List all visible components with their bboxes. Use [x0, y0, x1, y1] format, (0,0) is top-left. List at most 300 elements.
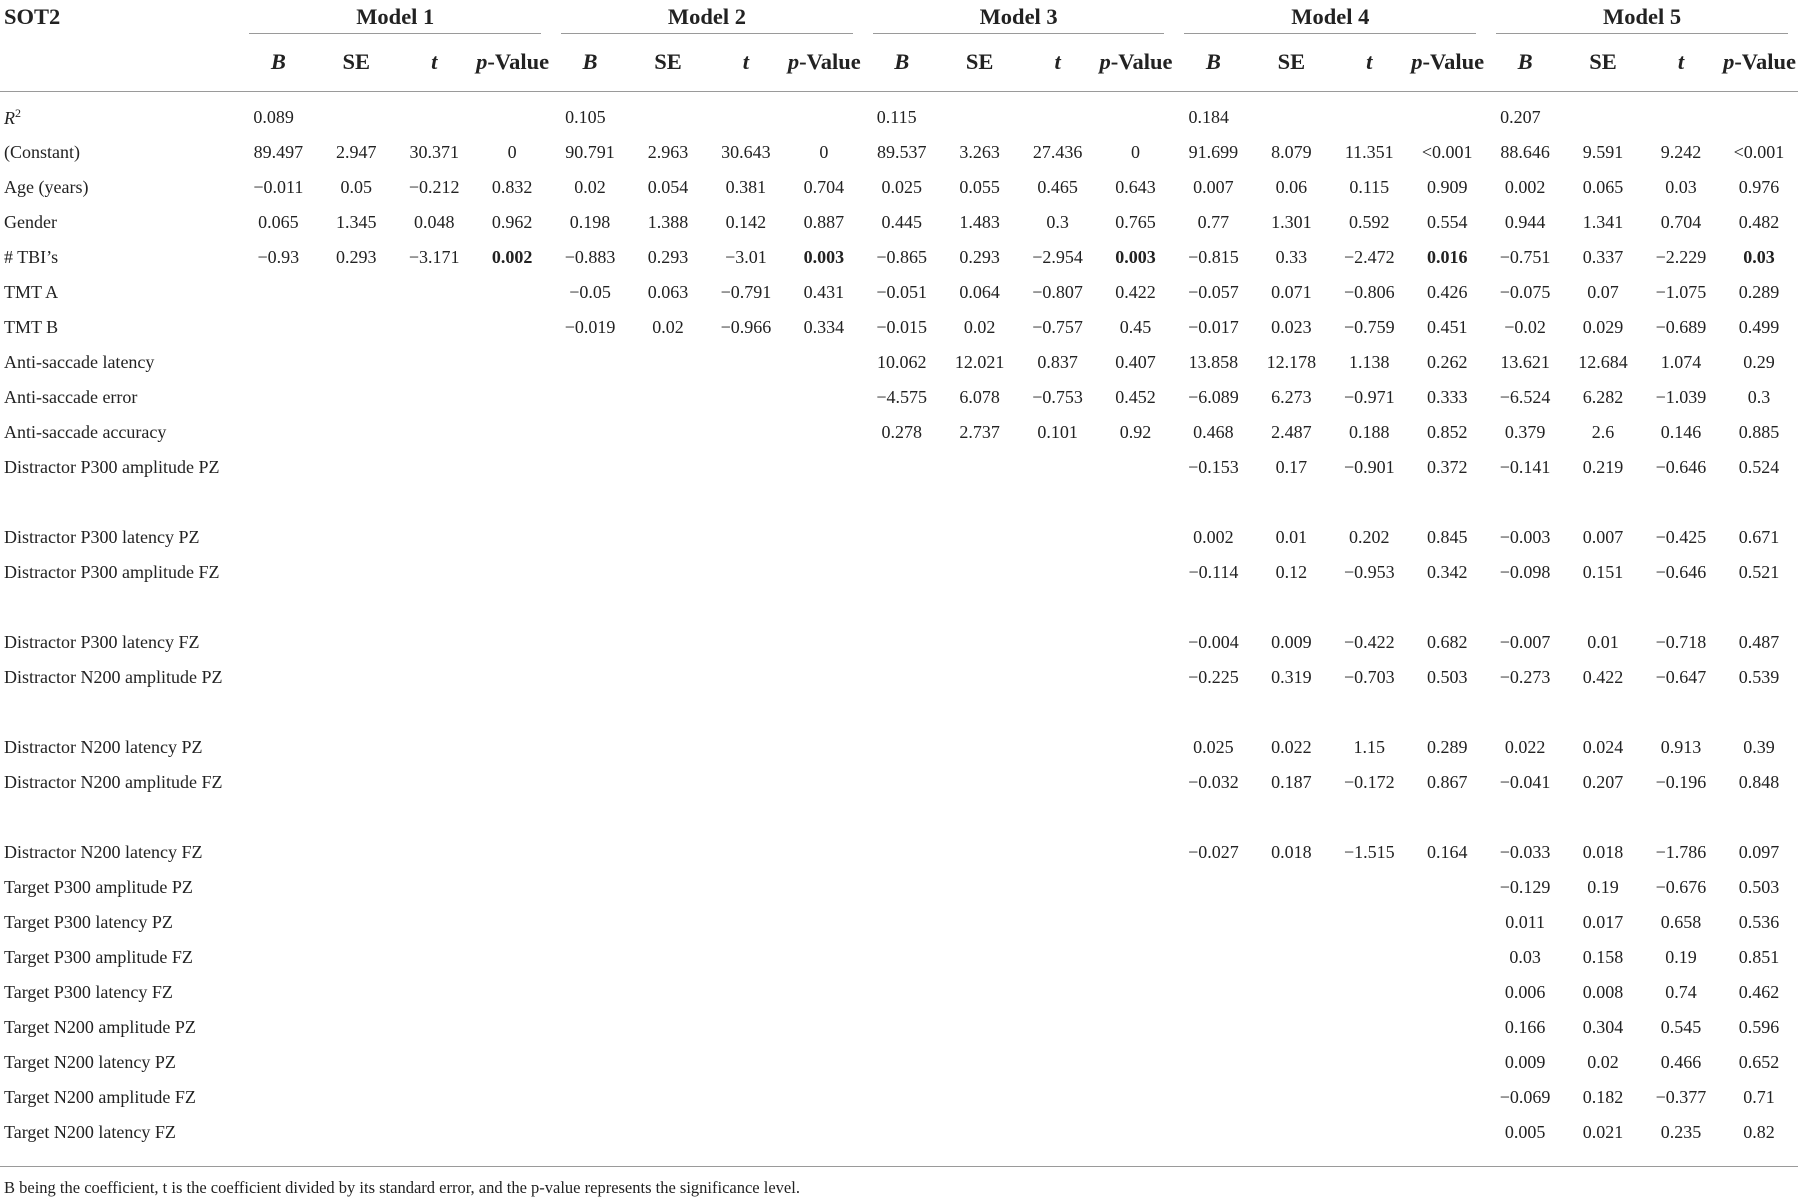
table-cell — [1019, 940, 1097, 975]
table-cell: −0.129 — [1499, 877, 1551, 897]
table-cell: −1.786 — [1655, 842, 1707, 862]
table-cell — [941, 1080, 1019, 1115]
table-cell — [473, 905, 551, 940]
table-cell — [473, 100, 551, 135]
table-cell: −0.007 — [1499, 632, 1551, 652]
table-cell — [1330, 100, 1408, 135]
table-cell — [707, 100, 785, 135]
row-label: Target P300 latency PZ — [4, 912, 173, 932]
table-cell: 0.704 — [803, 177, 845, 197]
table-cell: −0.971 — [1343, 387, 1395, 407]
table-cell: 0.913 — [1660, 737, 1702, 757]
table-cell: 11.351 — [1344, 142, 1394, 162]
table-cell — [1097, 625, 1175, 660]
table-cell — [629, 520, 707, 555]
table-cell — [395, 450, 473, 520]
table-cell — [1097, 975, 1175, 1010]
table-cell: 89.537 — [876, 142, 927, 162]
table-cell: 0.065 — [1582, 177, 1624, 197]
table-cell — [395, 1080, 473, 1115]
table-cell: 0.465 — [1037, 177, 1078, 197]
table-cell — [317, 450, 395, 520]
table-cell — [551, 1010, 629, 1045]
table-cell — [1330, 870, 1408, 905]
table-cell: 0.025 — [881, 177, 922, 197]
table-cell: 0.431 — [803, 282, 845, 302]
table-cell — [1408, 975, 1486, 1010]
table-row — [0, 905, 1798, 940]
table-cell — [941, 1010, 1019, 1045]
subheader-p-value — [1720, 33, 1798, 92]
table-cell — [1097, 555, 1175, 625]
table-cell: 0.33 — [1275, 247, 1308, 267]
table-cell: 6.282 — [1582, 387, 1624, 407]
table-cell: 0.845 — [1426, 527, 1468, 547]
table-cell — [551, 835, 629, 870]
table-cell: 10.062 — [876, 352, 927, 372]
table-row — [0, 1045, 1798, 1080]
table-cell — [473, 975, 551, 1010]
row-label: Target N200 amplitude PZ — [4, 1017, 196, 1037]
table-cell: 0.867 — [1426, 772, 1468, 792]
table-cell: −0.966 — [720, 317, 772, 337]
table-cell: 0.289 — [1738, 282, 1780, 302]
table-cell: 0.016 — [1426, 247, 1468, 267]
table-cell: 0.202 — [1349, 527, 1390, 547]
table-cell: 0.445 — [881, 212, 922, 232]
row-label: Anti-saccade accuracy — [4, 422, 167, 442]
table-cell — [785, 100, 863, 135]
table-cell: 0.025 — [1193, 737, 1234, 757]
table-cell — [395, 940, 473, 975]
table-cell — [239, 345, 317, 380]
table-cell: 12.684 — [1578, 352, 1628, 372]
table-cell — [473, 275, 551, 310]
table-cell — [1097, 835, 1175, 870]
table-cell: 0.422 — [1115, 282, 1156, 302]
table-cell — [707, 660, 785, 730]
table-cell — [941, 520, 1019, 555]
table-cell: 0.334 — [803, 317, 845, 337]
table-cell — [941, 940, 1019, 975]
table-cell: −0.791 — [720, 282, 772, 302]
table-cell — [629, 1115, 707, 1150]
table-row — [0, 205, 1798, 240]
table-cell — [395, 1115, 473, 1150]
table-cell — [1174, 1010, 1252, 1045]
table-cell — [239, 940, 317, 975]
r-squared-symbol: R — [4, 108, 15, 128]
table-cell: 1.483 — [959, 212, 1000, 232]
table-cell — [785, 450, 863, 520]
row-label: (Constant) — [4, 142, 80, 162]
table-cell: 0.832 — [491, 177, 533, 197]
table-cell: 0.372 — [1426, 457, 1468, 477]
table-cell — [1097, 940, 1175, 975]
table-cell: 30.643 — [721, 142, 771, 162]
table-cell: 0.289 — [1426, 737, 1468, 757]
table-cell — [785, 345, 863, 380]
table-cell: 0 — [819, 142, 829, 162]
table-cell — [317, 310, 395, 345]
table-cell: −0.114 — [1188, 562, 1239, 582]
table-row — [0, 835, 1798, 870]
table-cell: −0.676 — [1655, 877, 1707, 897]
table-cell — [941, 905, 1019, 940]
table-cell: −0.815 — [1188, 247, 1239, 267]
table-cell: −1.075 — [1655, 282, 1707, 302]
table-cell: −0.153 — [1188, 457, 1239, 477]
table-cell — [239, 275, 317, 310]
table-cell: 0.184 — [1188, 107, 1229, 127]
table-cell — [239, 1045, 317, 1080]
table-cell — [551, 870, 629, 905]
table-cell — [551, 625, 629, 660]
table-cell — [707, 975, 785, 1010]
table-cell: 0.39 — [1743, 737, 1775, 757]
table-cell: 0.482 — [1738, 212, 1780, 232]
table-cell: 0.063 — [647, 282, 689, 302]
table-cell: 0.03 — [1743, 247, 1775, 267]
table-cell — [707, 625, 785, 660]
table-cell — [1019, 975, 1097, 1010]
table-cell: 0.12 — [1275, 562, 1308, 582]
table-cell: 0.048 — [413, 212, 455, 232]
table-cell: −0.646 — [1655, 457, 1707, 477]
subheader-blank — [0, 33, 239, 92]
table-cell: 0.499 — [1738, 317, 1780, 337]
table-cell: <0.001 — [1421, 142, 1473, 162]
table-cell: 0.337 — [1582, 247, 1624, 267]
table-cell — [473, 1080, 551, 1115]
table-cell — [317, 765, 395, 835]
table-cell — [707, 380, 785, 415]
table-cell — [317, 415, 395, 450]
table-cell: 0.521 — [1738, 562, 1780, 582]
table-cell: 0.422 — [1582, 667, 1624, 687]
model-header: Model 2 — [551, 0, 863, 33]
table-cell — [629, 975, 707, 1010]
table-cell: 91.699 — [1188, 142, 1239, 162]
table-row — [0, 345, 1798, 380]
row-label: Target P300 latency FZ — [4, 982, 173, 1002]
table-cell: −0.703 — [1343, 667, 1395, 687]
table-cell — [629, 100, 707, 135]
table-cell: 0.02 — [652, 317, 684, 337]
table-cell — [863, 1080, 941, 1115]
table-row — [0, 520, 1798, 555]
table-cell: 88.646 — [1500, 142, 1550, 162]
table-row — [0, 415, 1798, 450]
table-cell: 0.3 — [1046, 212, 1069, 232]
table-cell: 0.158 — [1582, 947, 1624, 967]
table-cell — [551, 905, 629, 940]
table-cell — [1174, 940, 1252, 975]
table-cell — [473, 1115, 551, 1150]
table-row — [0, 625, 1798, 660]
table-cell: 0.03 — [1509, 947, 1541, 967]
table-cell: 0.29 — [1743, 352, 1775, 372]
table-cell — [1019, 1080, 1097, 1115]
table-cell — [863, 625, 941, 660]
table-cell — [1408, 940, 1486, 975]
table-cell — [317, 1080, 395, 1115]
table-cell — [1019, 1045, 1097, 1080]
table-cell: −0.646 — [1655, 562, 1707, 582]
table-cell: 0.002 — [1193, 527, 1234, 547]
table-cell: 0.235 — [1660, 1122, 1702, 1142]
subheader-p-value — [785, 33, 863, 92]
subheader-b: B — [582, 49, 598, 74]
table-cell — [707, 345, 785, 380]
table-cell: −0.753 — [1032, 387, 1083, 407]
table-cell: 0.007 — [1582, 527, 1624, 547]
table-cell: −6.089 — [1188, 387, 1239, 407]
table-cell: 0.207 — [1500, 107, 1541, 127]
table-cell: 0.018 — [1582, 842, 1624, 862]
table-cell — [785, 1080, 863, 1115]
subheader-p-suffix: -Value — [799, 49, 861, 74]
table-cell — [395, 905, 473, 940]
table-cell: 0.545 — [1660, 1017, 1702, 1037]
table-row — [0, 730, 1798, 765]
table-cell — [941, 100, 1019, 135]
table-cell — [239, 1010, 317, 1045]
table-cell: −0.011 — [253, 177, 304, 197]
table-cell: 0.451 — [1426, 317, 1468, 337]
table-cell — [1330, 1010, 1408, 1045]
table-cell — [1097, 1010, 1175, 1045]
table-cell: −3.01 — [725, 247, 767, 267]
subheader-row — [0, 33, 1798, 92]
table-cell: 0.17 — [1275, 457, 1308, 477]
table-cell: −6.524 — [1499, 387, 1551, 407]
subheader-p-prefix: p — [787, 49, 800, 74]
table-cell — [239, 450, 317, 520]
table-cell: 0.002 — [491, 247, 533, 267]
table-cell: 9.242 — [1660, 142, 1702, 162]
table-cell — [473, 520, 551, 555]
table-cell — [473, 415, 551, 450]
table-cell: −1.515 — [1343, 842, 1395, 862]
table-cell — [629, 450, 707, 520]
subheader-se: SE — [342, 49, 371, 74]
table-cell: 0.005 — [1504, 1122, 1546, 1142]
table-cell — [863, 555, 941, 625]
row-label: Distractor N200 latency FZ — [4, 842, 203, 862]
table-cell: 0.765 — [1115, 212, 1156, 232]
table-cell: 0.944 — [1504, 212, 1546, 232]
table-cell: 0.407 — [1115, 352, 1156, 372]
subheader-t: t — [431, 49, 438, 74]
subheader-se: SE — [1277, 49, 1306, 74]
table-cell — [629, 870, 707, 905]
table-cell — [707, 905, 785, 940]
table-cell — [629, 905, 707, 940]
table-cell: −2.472 — [1343, 247, 1395, 267]
table-cell: 0.74 — [1665, 982, 1697, 1002]
table-cell: 1.388 — [647, 212, 689, 232]
table-row — [0, 1115, 1798, 1150]
table-cell — [1019, 660, 1097, 730]
table-cell: 2.737 — [959, 422, 1000, 442]
table-cell — [863, 520, 941, 555]
table-cell — [473, 310, 551, 345]
table-cell — [551, 345, 629, 380]
table-cell — [239, 660, 317, 730]
table-cell — [785, 905, 863, 940]
table-cell: 90.791 — [565, 142, 615, 162]
table-cell — [239, 835, 317, 870]
table-cell — [1330, 1080, 1408, 1115]
table-cell — [1097, 1080, 1175, 1115]
table-cell: −0.212 — [408, 177, 460, 197]
table-cell — [707, 730, 785, 765]
table-cell — [1252, 975, 1330, 1010]
table-cell: 0.007 — [1193, 177, 1234, 197]
table-cell — [317, 100, 395, 135]
table-cell — [473, 870, 551, 905]
table-cell — [863, 765, 941, 835]
table-cell — [395, 625, 473, 660]
table-body — [0, 92, 1798, 1151]
table-cell: 0.71 — [1743, 1087, 1775, 1107]
table-cell: 0.105 — [565, 107, 606, 127]
table-cell: 2.6 — [1591, 422, 1615, 442]
table-cell — [473, 835, 551, 870]
spacer-row — [0, 92, 1798, 101]
table-cell: 0.115 — [876, 107, 917, 127]
table-cell: 0.704 — [1660, 212, 1702, 232]
table-cell: 0.029 — [1582, 317, 1624, 337]
table-cell: −0.02 — [1504, 317, 1546, 337]
table-cell: 0.022 — [1504, 737, 1546, 757]
table-cell — [395, 275, 473, 310]
table-cell — [473, 1010, 551, 1045]
subheader-p-prefix: p — [1411, 49, 1423, 74]
table-cell: 0.055 — [959, 177, 1000, 197]
table-row — [0, 940, 1798, 975]
table-cell: 0.658 — [1660, 912, 1702, 932]
table-cell — [395, 100, 473, 135]
table-cell — [1097, 870, 1175, 905]
table-cell — [1174, 870, 1252, 905]
table-cell: 0.77 — [1197, 212, 1230, 232]
table-cell — [473, 555, 551, 625]
table-cell: 0.426 — [1426, 282, 1468, 302]
table-cell — [707, 765, 785, 835]
table-cell: <0.001 — [1733, 142, 1785, 162]
model-header: Model 3 — [863, 0, 1175, 33]
table-cell — [941, 555, 1019, 625]
table-cell — [941, 835, 1019, 870]
table-cell: 1.074 — [1660, 352, 1702, 372]
table-cell — [1252, 1115, 1330, 1150]
table-cell — [941, 765, 1019, 835]
table-cell: 0.92 — [1119, 422, 1152, 442]
table-row — [0, 275, 1798, 310]
table-cell: 0.097 — [1738, 842, 1780, 862]
table-cell — [707, 1045, 785, 1080]
table-cell: 0.188 — [1349, 422, 1390, 442]
table-cell — [941, 450, 1019, 520]
table-cell: 0.539 — [1738, 667, 1780, 687]
table-cell: 0.909 — [1426, 177, 1468, 197]
table-cell: 0.164 — [1426, 842, 1468, 862]
table-cell — [317, 555, 395, 625]
table-cell: −0.757 — [1032, 317, 1083, 337]
subheader-t: t — [742, 49, 750, 74]
table-row — [0, 1080, 1798, 1115]
table-cell: −0.865 — [876, 247, 928, 267]
table-cell: −0.759 — [1343, 317, 1395, 337]
table-cell — [317, 940, 395, 975]
table-cell: 0.011 — [1505, 912, 1546, 932]
table-cell: 0.503 — [1738, 877, 1780, 897]
table-cell — [629, 765, 707, 835]
table-cell — [551, 555, 629, 625]
table-cell — [317, 1045, 395, 1080]
table-cell — [317, 625, 395, 660]
table-cell — [785, 660, 863, 730]
table-cell: −0.196 — [1655, 772, 1707, 792]
table-cell — [395, 870, 473, 905]
model-header: Model 5 — [1486, 0, 1798, 33]
table-cell — [629, 345, 707, 380]
table-cell — [785, 835, 863, 870]
table-cell: −4.575 — [876, 387, 928, 407]
table-cell — [629, 1045, 707, 1080]
table-cell: 0.262 — [1426, 352, 1468, 372]
table-cell: −1.039 — [1655, 387, 1707, 407]
table-cell — [473, 345, 551, 380]
table-cell — [629, 555, 707, 625]
table-cell — [1642, 100, 1720, 135]
subheader-b: B — [270, 49, 286, 74]
table-cell — [317, 835, 395, 870]
table-cell: 0.187 — [1271, 772, 1312, 792]
table-cell — [1019, 835, 1097, 870]
table-cell — [1019, 870, 1097, 905]
table-cell: −2.954 — [1032, 247, 1083, 267]
table-cell — [941, 660, 1019, 730]
table-cell: 13.858 — [1188, 352, 1239, 372]
table-cell — [551, 415, 629, 450]
table-cell: 0.524 — [1738, 457, 1780, 477]
table-cell: 0.065 — [258, 212, 299, 232]
table-cell — [785, 1010, 863, 1045]
table-row — [0, 310, 1798, 345]
table-cell — [317, 345, 395, 380]
table-cell — [863, 940, 941, 975]
table-cell — [863, 450, 941, 520]
table-cell — [395, 310, 473, 345]
table-cell — [551, 380, 629, 415]
table-cell — [1097, 765, 1175, 835]
table-cell: 0.596 — [1738, 1017, 1780, 1037]
table-cell — [863, 730, 941, 765]
table-cell — [707, 1010, 785, 1045]
subheader-t: t — [1054, 49, 1061, 74]
table-cell — [1408, 1115, 1486, 1150]
table-cell — [239, 520, 317, 555]
table-cell — [317, 905, 395, 940]
table-cell — [1252, 940, 1330, 975]
table-cell: −0.93 — [257, 247, 300, 267]
table-cell — [1252, 1045, 1330, 1080]
table-cell: 0.962 — [491, 212, 533, 232]
corner-label: SOT2 — [4, 3, 61, 29]
